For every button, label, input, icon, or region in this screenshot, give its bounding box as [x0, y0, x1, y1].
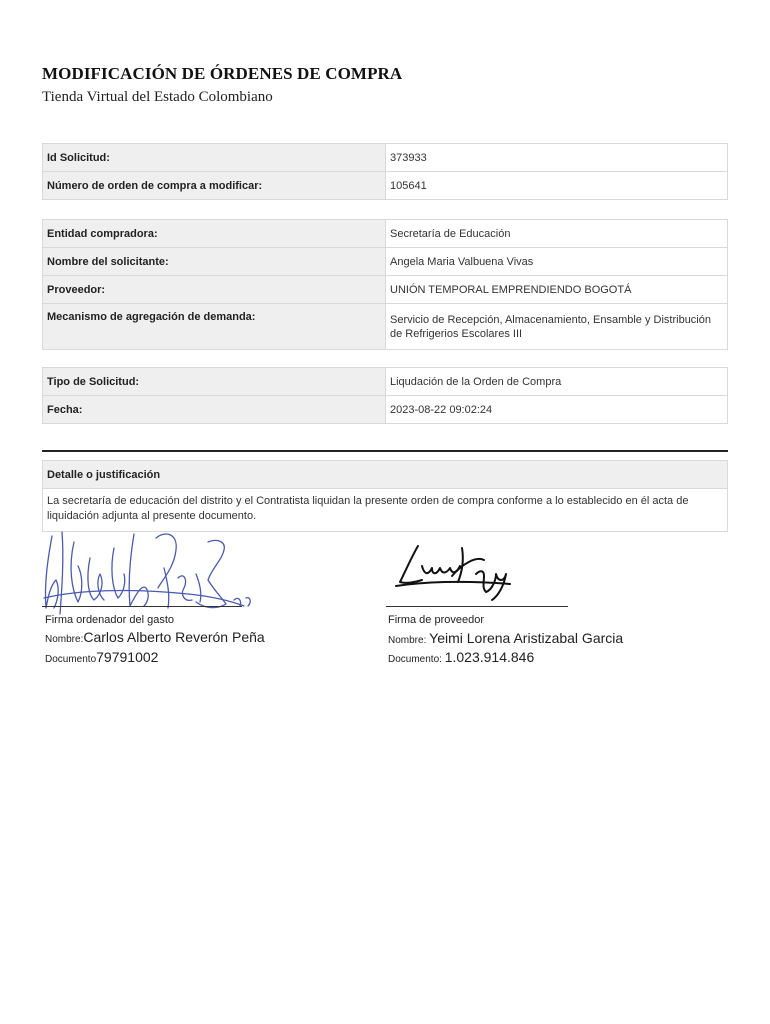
table-row — [43, 276, 728, 304]
field-label: Entidad compradora: — [43, 220, 386, 248]
table-row — [43, 304, 728, 350]
justification-text: La secretaría de educación del distrito y el Contratista liquidan la presente orden de compra conforme a lo establecido en él acta de liquidación adjunta al presente documento. — [47, 495, 689, 522]
right-signature-line — [386, 606, 568, 607]
left-signer-name: Carlos Alberto Reverón Peña — [83, 629, 265, 645]
left-signature-caption: Firma ordenador del gasto — [45, 614, 175, 626]
document-label: Documento: — [388, 654, 442, 665]
field-value: 373933 — [386, 144, 728, 172]
field-value: 105641 — [386, 172, 728, 200]
request-type-table — [42, 367, 728, 424]
field-value: UNIÓN TEMPORAL EMPRENDIENDO BOGOTÁ — [386, 276, 728, 304]
left-signer-document-row — [45, 649, 158, 665]
request-id-table — [42, 143, 728, 200]
left-signature-line — [42, 606, 242, 607]
field-label: Fecha: — [43, 396, 386, 424]
table-row — [43, 144, 728, 172]
field-value: 2023-08-22 09:02:24 — [386, 396, 728, 424]
field-label: Mecanismo de agregación de demanda: — [43, 304, 386, 350]
table-row — [43, 368, 728, 396]
justification-heading: Detalle o justificación — [43, 461, 727, 489]
table-row — [43, 220, 728, 248]
page-title: MODIFICACIÓN DE ÓRDENES DE COMPRA — [42, 64, 403, 83]
field-label: Nombre del solicitante: — [43, 248, 386, 276]
field-label: Número de orden de compra a modificar: — [43, 172, 386, 200]
field-value: Servicio de Recepción, Almacenamiento, Ensamble y Distribución de Refrigerios Escolares III — [386, 304, 728, 350]
right-signer-document: 1.023.914.846 — [444, 649, 535, 665]
right-signer-document-row — [388, 649, 534, 665]
name-label: Nombre: — [45, 634, 84, 645]
table-row — [43, 172, 728, 200]
field-value: Secretaría de Educación — [386, 220, 728, 248]
table-row — [43, 396, 728, 424]
right-signer-name-row — [388, 630, 623, 646]
left-signer-name-row — [45, 629, 265, 645]
name-label: Nombre: — [388, 635, 427, 646]
field-label: Id Solicitud: — [43, 144, 386, 172]
justification-panel — [42, 460, 728, 532]
document-label: Documento — [45, 654, 97, 665]
right-signature-image — [392, 540, 522, 606]
table-row — [43, 248, 728, 276]
field-value: Angela Maria Valbuena Vivas — [386, 248, 728, 276]
field-label: Proveedor: — [43, 276, 386, 304]
entity-details-table — [42, 219, 728, 350]
left-signer-document: 79791002 — [96, 649, 159, 665]
right-signature-caption: Firma de proveedor — [388, 614, 484, 626]
right-signer-name: Yeimi Lorena Aristizabal Garcia — [429, 630, 624, 646]
section-divider — [42, 450, 728, 452]
field-label: Tipo de Solicitud: — [43, 368, 386, 396]
field-value: Liqudación de la Orden de Compra — [386, 368, 728, 396]
page-subtitle: Tienda Virtual del Estado Colombiano — [42, 89, 273, 105]
